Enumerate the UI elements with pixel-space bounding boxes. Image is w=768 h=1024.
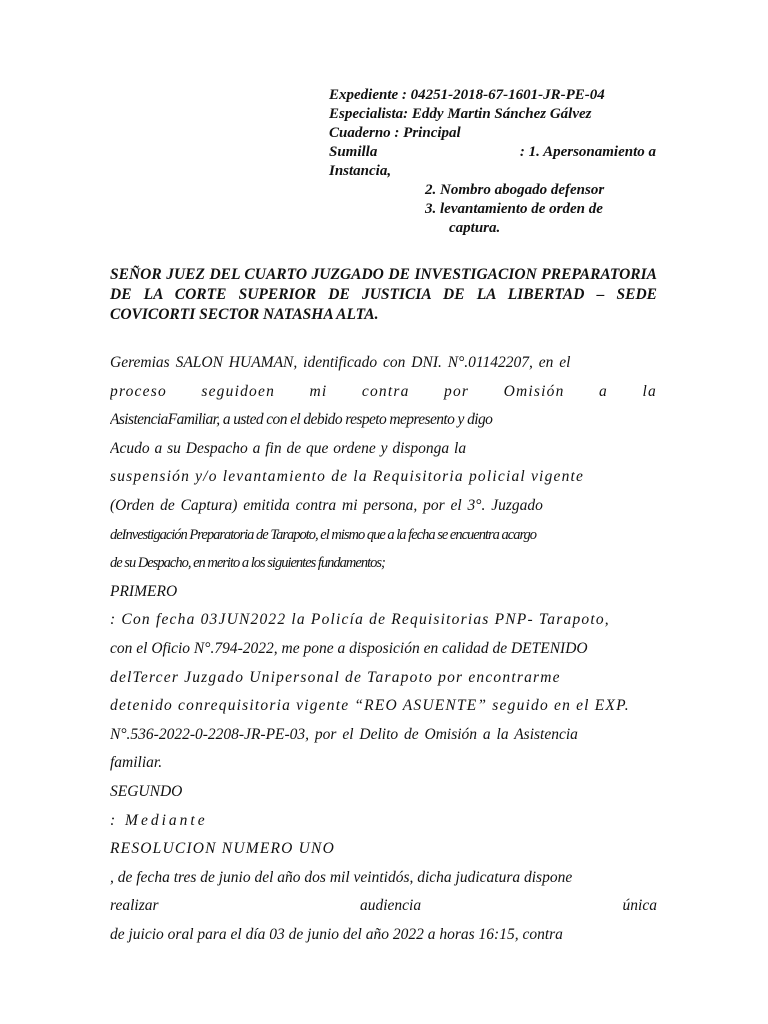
sumilla-label: Sumilla	[329, 144, 378, 160]
word: única	[622, 897, 657, 915]
body-line: familiar.	[110, 754, 163, 772]
word: contra	[361, 382, 410, 400]
segundo-heading: SEGUNDO	[110, 782, 183, 800]
expediente-line: Expediente : 04251-2018-67-1601-JR-PE-04	[329, 87, 605, 103]
body-line: : Mediante	[110, 811, 208, 829]
body-line: con el Oficio N°.794-2022, me pone a disposición en calidad de DETENIDO	[110, 639, 588, 657]
sumilla-item-3: 3. levantamiento de orden de	[425, 201, 603, 217]
body-line: N°.536-2022-0-2208-JR-PE-03, por el Delito de Omisión a la Asistencia	[110, 725, 578, 743]
word: audiencia	[359, 897, 422, 915]
addressee-block: SEÑOR JUEZ DEL CUARTO JUZGADO DE INVESTIGACION PREPARATORIA DE LA CORTE SUPERIOR DE JUSTICIA DE LA LIBERTAD – SEDE COVICORTI SECTOR NATASHA ALTA.	[110, 266, 657, 323]
body-line: : Con fecha 03JUN2022 la Policía de Requisitorias PNP- Tarapoto,	[110, 611, 610, 629]
body-line: detenido conrequisitoria vigente “REO ASUENTE” seguido en el EXP.	[110, 697, 630, 715]
word: la	[642, 382, 657, 400]
body-line-justified	[110, 378, 657, 407]
word: Omisión	[503, 382, 565, 400]
body-line: deInvestigación Preparatoria de Tarapoto, el mismo que a la fecha se encuentra acargo	[110, 526, 537, 543]
cuaderno-line: Cuaderno : Principal	[329, 125, 461, 141]
body-line: delTercer Juzgado Unipersonal de Tarapoto por encontrarme	[110, 668, 561, 686]
document-body	[110, 349, 657, 949]
sumilla-item-2: 2. Nombro abogado defensor	[425, 182, 605, 198]
especialista-line: Especialista: Eddy Martin Sánchez Gálvez	[329, 106, 592, 122]
word: a	[599, 382, 608, 400]
body-line-justified	[110, 892, 657, 921]
body-line: (Orden de Captura) emitida contra mi persona, por el 3°. Juzgado	[110, 496, 543, 514]
case-header	[329, 86, 656, 238]
word: seguidoen	[201, 382, 276, 400]
word: por	[444, 382, 470, 400]
word: realizar	[110, 897, 159, 915]
body-line: de su Despacho, en merito a los siguientes fundamentos;	[110, 555, 385, 572]
instancia-line: Instancia,	[329, 163, 392, 179]
sumilla-item-1: : 1. Apersonamiento a	[519, 144, 656, 160]
word: proceso	[110, 382, 167, 400]
body-line: Acudo a su Despacho a fin de que ordene y disponga la	[110, 439, 467, 457]
body-line: de juicio oral para el día 03 de junio del año 2022 a horas 16:15, contra	[110, 925, 563, 943]
body-line: Geremias SALON HUAMAN, identificado con DNI. N°.01142207, en el	[110, 354, 571, 371]
body-line: , de fecha tres de junio del año dos mil veintidós, dicha judicatura dispone	[110, 868, 573, 886]
resolution-title: RESOLUCION NUMERO UNO	[110, 840, 335, 858]
sumilla-item-3-cont: captura.	[449, 220, 501, 236]
sumilla-line	[329, 143, 656, 162]
body-line: suspensión y/o levantamiento de la Requisitoria policial vigente	[110, 468, 585, 486]
word: mi	[309, 382, 328, 400]
primero-heading: PRIMERO	[110, 582, 178, 600]
body-line: AsistenciaFamiliar, a usted con el debido respeto mepresento y digo	[110, 411, 493, 429]
